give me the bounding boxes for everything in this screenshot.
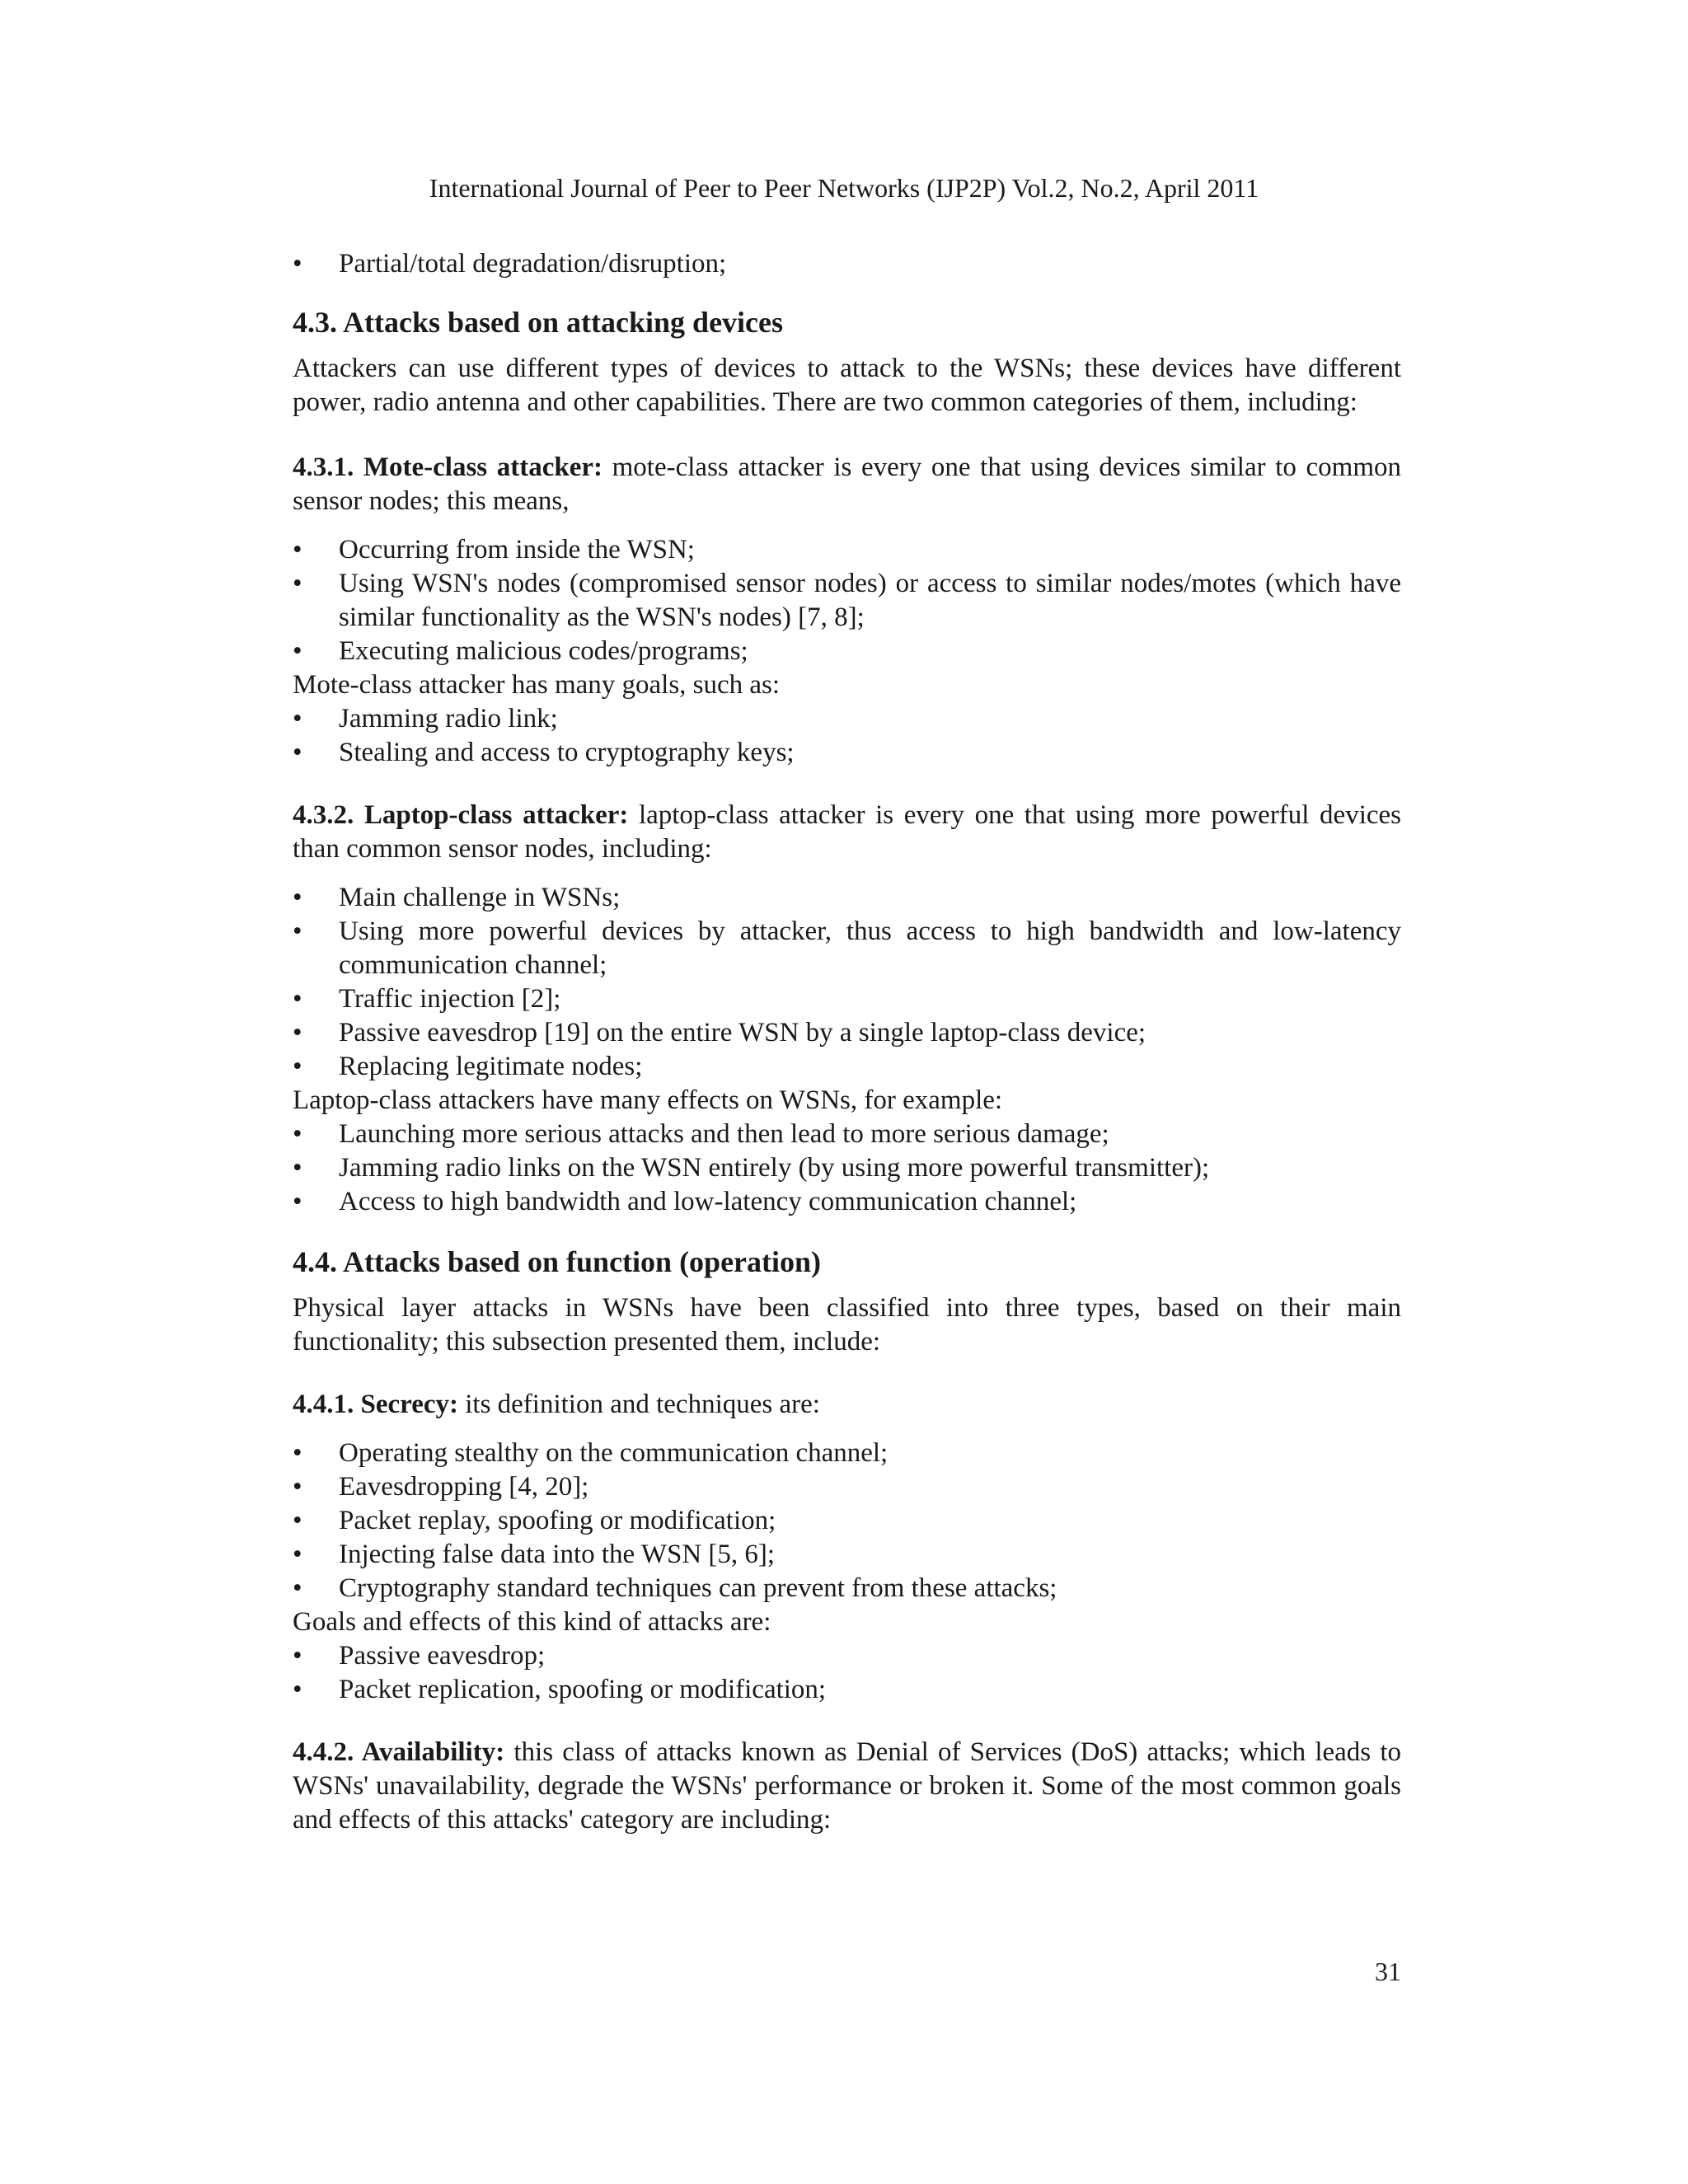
list-item: • Packet replication, spoofing or modification; — [293, 1673, 1401, 1707]
bullet-icon: • — [293, 1506, 302, 1535]
paragraph-4-3-1-goals: Mote-class attacker has many goals, such as: — [293, 670, 781, 700]
paragraph-4-3-2-effects: Laptop-class attackers have many effects on WSNs, for example: — [293, 1085, 1003, 1115]
bullet-icon: • — [293, 1573, 302, 1603]
paragraph-4-4-intro: Physical layer attacks in WSNs have been classified into three types, based on their main functionality; this subsection presented them, include: — [293, 1293, 1401, 1357]
bullet-icon: • — [293, 1119, 302, 1149]
list-item: • Stealing and access to cryptography keys; — [293, 736, 1401, 770]
bullet-list-4-3-1-goals — [293, 702, 1401, 770]
list-item: • Using WSN's nodes (compromised sensor nodes) or access to similar nodes/motes (which have similar functionality as the WSN's nodes) [7, 8]; — [293, 569, 1401, 632]
list-item: • Launching more serious attacks and then lead to more serious damage; — [293, 1118, 1401, 1151]
subsection-label-4-4-1: 4.4.1. Secrecy: — [293, 1390, 458, 1419]
bullet-icon: • — [293, 984, 302, 1014]
list-item: • Partial/total degradation/disruption; — [293, 247, 1401, 281]
bullet-icon: • — [293, 1641, 302, 1671]
list-item: • Main challenge in WSNs; — [293, 881, 1401, 915]
page-body — [293, 247, 1401, 1837]
running-header: International Journal of Peer to Peer Networks (IJP2P) Vol.2, No.2, April 2011 — [429, 173, 1259, 203]
list-item: • Executing malicious codes/programs; — [293, 635, 1401, 668]
bullet-icon: • — [293, 738, 302, 767]
bullet-icon: • — [293, 569, 302, 598]
bullet-list-4-3-2 — [293, 881, 1401, 1084]
bullet-list-4-4-1-goals — [293, 1639, 1401, 1707]
list-item: • Traffic injection [2]; — [293, 982, 1401, 1016]
bullet-icon: • — [293, 1438, 302, 1468]
bullet-list-4-4-1 — [293, 1436, 1401, 1605]
subsection-label-4-3-1: 4.3.1. Mote-class attacker: — [293, 452, 603, 482]
section-heading-4-3: 4.3. Attacks based on attacking devices — [293, 306, 784, 339]
subsection-label-4-3-2: 4.3.2. Laptop-class attacker: — [293, 800, 629, 830]
bullet-icon: • — [293, 1153, 302, 1183]
paragraph-4-3-2: 4.3.2. Laptop-class attacker: laptop-class attacker is every one that using more powerful devices than common sensor nodes, including: — [293, 800, 1401, 864]
paragraph-4-4-1-goals: Goals and effects of this kind of attacks are: — [293, 1607, 771, 1637]
list-item: • Packet replay, spoofing or modification; — [293, 1504, 1401, 1538]
bullet-icon: • — [293, 535, 302, 565]
bullet-icon: • — [293, 1187, 302, 1216]
bullet-icon: • — [293, 249, 302, 279]
list-item: • Jamming radio link; — [293, 702, 1401, 736]
bullet-list-4-3-1 — [293, 533, 1401, 668]
list-item: • Occurring from inside the WSN; — [293, 533, 1401, 567]
subsection-label-4-4-2: 4.4.2. Availability: — [293, 1737, 505, 1767]
list-item: • Access to high bandwidth and low-latency communication channel; — [293, 1185, 1401, 1219]
list-item: • Injecting false data into the WSN [5, 6]; — [293, 1538, 1401, 1572]
bullet-icon: • — [293, 1540, 302, 1569]
list-item: • Using more powerful devices by attacker, thus access to high bandwidth and low-latency communication channel; — [293, 916, 1401, 980]
page-number: 31 — [1375, 1957, 1401, 1986]
list-item: • Eavesdropping [4, 20]; — [293, 1470, 1401, 1504]
list-item: • Cryptography standard techniques can prevent from these attacks; — [293, 1572, 1401, 1605]
bullet-icon: • — [293, 1052, 302, 1081]
bullet-icon: • — [293, 1018, 302, 1047]
paragraph-4-4-1: 4.4.1. Secrecy: its definition and techniques are: — [293, 1390, 820, 1419]
bullet-icon: • — [293, 916, 302, 946]
bullet-icon: • — [293, 1472, 302, 1502]
bullet-icon: • — [293, 704, 302, 733]
list-item: • Passive eavesdrop; — [293, 1639, 1401, 1673]
bullet-icon: • — [293, 883, 302, 912]
list-item: • Passive eavesdrop [19] on the entire WSN by a single laptop-class device; — [293, 1016, 1401, 1050]
bullet-icon: • — [293, 1675, 302, 1704]
list-item: • Jamming radio links on the WSN entirely (by using more powerful transmitter); — [293, 1151, 1401, 1185]
bullet-list-top — [293, 247, 1401, 281]
bullet-list-4-3-2-effects — [293, 1118, 1401, 1219]
paragraph-4-3-1: 4.3.1. Mote-class attacker: mote-class attacker is every one that using devices similar to common sensor nodes; this means, — [293, 452, 1401, 516]
section-heading-4-4: 4.4. Attacks based on function (operation) — [293, 1245, 822, 1278]
paragraph-4-4-2: 4.4.2. Availability: this class of attacks known as Denial of Services (DoS) attacks; which leads to WSNs' unavailability, degrade the WSNs' performance or broken it. Some of the most common goals and effects of this attacks' category are including: — [293, 1737, 1401, 1835]
bullet-icon: • — [293, 636, 302, 666]
list-item: • Replacing legitimate nodes; — [293, 1050, 1401, 1084]
paragraph-4-3-intro: Attackers can use different types of devices to attack to the WSNs; these devices have different power, radio antenna and other capabilities. There are two common categories of them, including: — [293, 354, 1401, 417]
list-item: • Operating stealthy on the communication channel; — [293, 1436, 1401, 1470]
